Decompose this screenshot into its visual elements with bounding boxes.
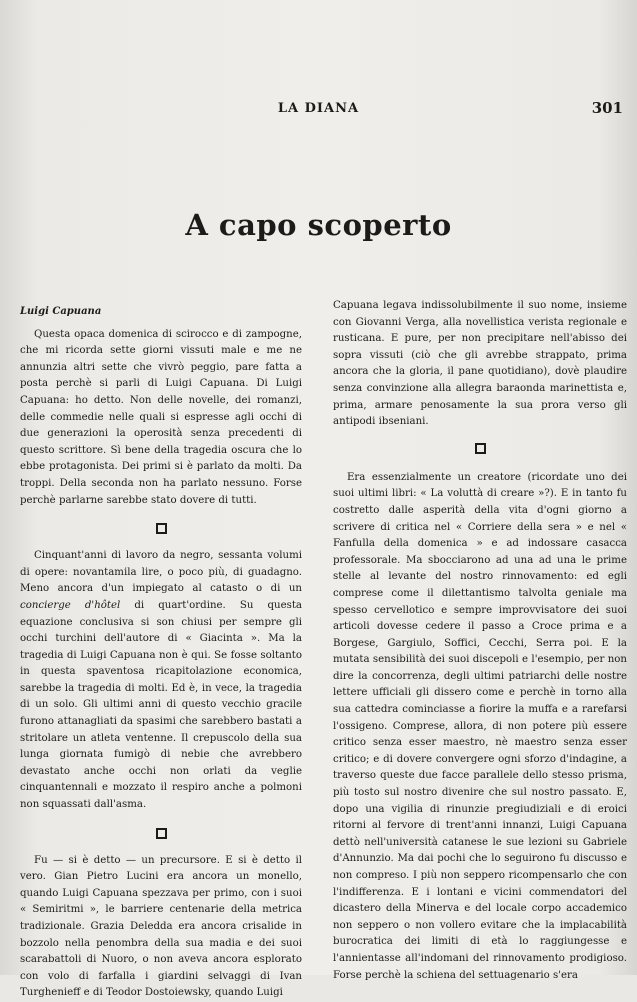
journal-title: LA DIANA bbox=[277, 101, 360, 116]
paragraph: Capuana legava indissolubilmente il suo nome, insieme con Giovanni Verga, alla novellistica verista regionale e rusticana. E pure, per non precipitare nell'abisso dei sopra vissuti (ciò che gli avrebbe strappato, prima ancora che la gloria, il pane quotidiano), dovè plaudire senza convinzione alla allegra baraonda marinettista e, prima, armare penosamente la sua prora verso gli antipodi ibseniani. bbox=[333, 300, 627, 428]
paragraph: Fu — si è detto — un precursore. E si è detto il vero. Gian Pietro Lucini era ancora un monello, quando Luigi Capuana spezzava per primo, con i suoi « Semiritmi », le barriere centenarie della metrica tradizionale. Grazia Deledda era ancora crisalide in bozzolo nella penombra della sua madia e dei suoi scarabattoli di Nuoro, o non aveva ancora esplorato con volo di farfalla i giardini selvaggi di Ivan Turghenieff e di Teodor Dostoiewsky, quando Luigi bbox=[20, 854, 302, 999]
section-separator bbox=[333, 443, 627, 454]
section-separator bbox=[20, 523, 302, 534]
paragraph-text: di quart'ordine. Su questa equazione conclusiva si son chiusi per sempre gli occhi turchini dell'autore di « Giacinta ». Ma la tragedia di Luigi Capuana non è qui. Se fosse soltanto in questa spaventosa ricapitolazione economica, sarebbe la tragedia di molti. Ed è, in vece, la tragedia di un solo. Gli ultimi anni di questo vecchio gracile furono attanagliati da spasimi che sarebbero bastati a stritolare un atleta ventenne. Il crepuscolo della sua lunga giornata fumigò di nebie che avrebbero devastato anche occhi non orlati da veglie cinquantennali e mozzato il respiro anche a polmoni non squassati dall'asma. bbox=[20, 599, 302, 811]
paragraph-text: Cinquant'anni di lavoro da negro, sessanta volumi di opere: novantamila lire, o poco più, di guadagno. Meno ancora d'un impiegato al catasto o di un bbox=[20, 550, 302, 595]
hollow-square-icon bbox=[156, 523, 167, 534]
section-separator bbox=[20, 828, 302, 839]
hollow-square-icon bbox=[156, 828, 167, 839]
paragraph bbox=[20, 548, 302, 814]
article-title: A capo scoperto bbox=[185, 208, 452, 242]
italic-phrase: concierge d'hôtel bbox=[20, 599, 121, 611]
left-column bbox=[20, 304, 302, 1002]
running-head bbox=[0, 101, 637, 121]
paragraph: Era essenzialmente un creatore (ricordate uno dei suoi ultimi libri: « La voluttà di creare »?). E in tanto fu costretto dalle asperità della vita d'ogni giorno a scrivere di critica nel « Corriere della sera » e nel « Fanfulla della domenica » e ad indossare casacca professorale. Ma sbocciarono ad una ad una le prime stelle al levante del nostro rinnovamento: ed egli comprese come il dilettantismo talvolta geniale ma spesso cervellotico e sempre improvvisatore dei suoi articoli dovesse cedere il passo a Croce prima e a Borgese, Gargiulo, Soffici, Cecchi, Serra poi. E la mutata sensibilità dei suoi discepoli e l'esempio, per non dire la concorrenza, degli ultimi patriarchi delle nostre lettere ufficiali gli dissero come e perchè in torno alla sua cattedra cominciasse a fiorire la muffa e a rarefarsi l'ossigeno. Comprese, allora, di non potere più essere critico senza esser maestro, nè maestro senza esser critico; e di dovere convergere ogni sforzo d'indagine, a traverso queste due facce parallele dello stesso prisma, più tosto sul nostro divenire che sul nostro passato. E, dopo una vigilia di rinunzie pregiudiziali e di eroici ritorni al fervore di trent'anni innanzi, Luigi Capuana dettò nell'università catanese le sue lezioni su Gabriele d'Annunzio. Ma dai pochi che lo seguirono fu discusso e non compreso. I più non seppero ricompensarlo che con l'indifferenza. E i lontani e vicini commendatori del dicastero della Minerva e del locale corpo accademico non seppero o non vollero evitare che la implacabilità burocratica dei limiti di età lo raggiungesse e l'annientasse all'indomani del rinnovamento prodigioso. Forse perchè la schiena del settuagenario s'era bbox=[333, 471, 627, 981]
right-column bbox=[333, 298, 627, 984]
author-name: Luigi Capuana bbox=[20, 306, 102, 317]
paragraph: Questa opaca domenica di scirocco e di zampogne, che mi ricorda sette giorni vissuti male e me ne annunzia altri sette che vivrò peggio, pare fatta a posta perchè si parli di Luigi Capuana. Di Luigi Capuana: ho detto. Non delle novelle, dei romanzi, delle commedie nelle quali si espresse agli occhi di due generazioni la operosità senza precedenti di questo scrittore. Sì bene della tragedia oscura che lo ebbe protagonista. Dei primi si è parlato da molti. Da troppi. Della seconda non ha parlato nessuno. Forse perchè parlarne sarebbe stato dovere di tutti. bbox=[20, 328, 302, 506]
page-number: 301 bbox=[591, 99, 623, 117]
hollow-square-icon bbox=[475, 443, 486, 454]
